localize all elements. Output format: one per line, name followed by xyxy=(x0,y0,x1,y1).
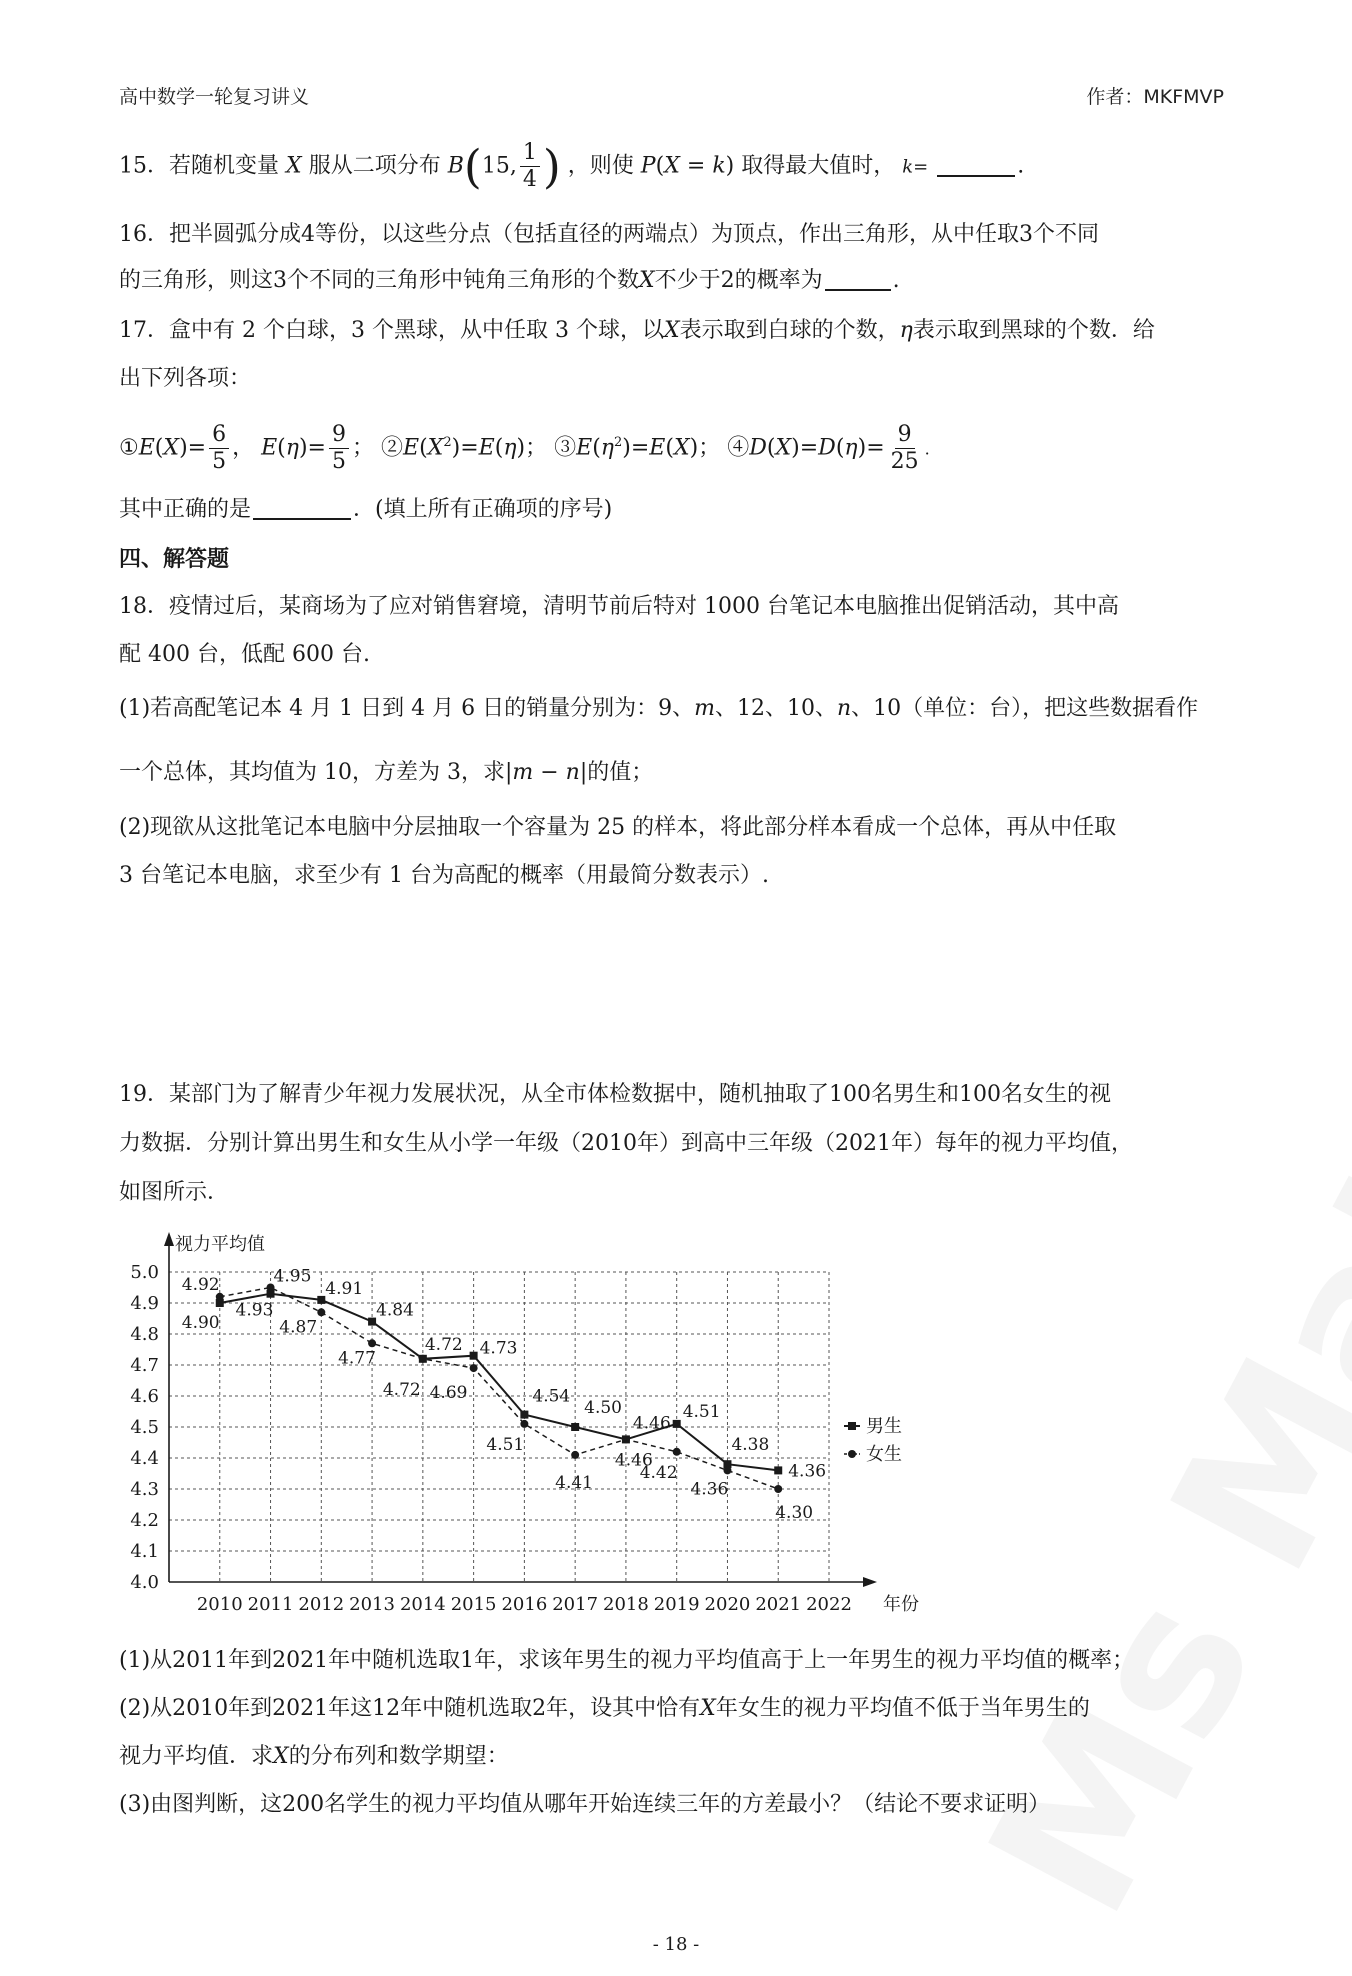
data-label-female: 4.87 xyxy=(279,1317,318,1338)
x-axis-label: 年份 xyxy=(883,1594,919,1615)
x-tick-label: 2022 xyxy=(806,1594,852,1615)
x-tick-label: 2021 xyxy=(755,1594,802,1615)
y-tick-label: 4.0 xyxy=(130,1572,159,1593)
question-18-part1-line2: 一个总体，其均值为 10，方差为 3，求|m − n|的值； xyxy=(119,760,654,785)
question-17-line1: 17．盒中有 2 个白球，3 个黑球，从中任取 3 个球，以X表示取到白球的个数，η表示取到黑球的个数．给 xyxy=(119,318,1155,343)
point-female xyxy=(622,1435,630,1443)
y-tick-label: 4.8 xyxy=(130,1324,159,1345)
x-tick-label: 2015 xyxy=(450,1594,497,1615)
data-label-female: 4.92 xyxy=(181,1274,220,1295)
point-female xyxy=(368,1339,376,1347)
y-axis-arrow xyxy=(164,1232,174,1246)
answer-blank-16 xyxy=(825,265,891,291)
point-male xyxy=(571,1423,579,1431)
x-tick-label: 2013 xyxy=(349,1594,395,1615)
point-female xyxy=(470,1364,478,1372)
question-19-line1: 19．某部门为了解青少年视力发展状况，从全市体检数据中，随机抽取了100名男生和100名女生的视 xyxy=(119,1082,1111,1107)
point-male xyxy=(470,1352,478,1360)
data-label-male: 4.90 xyxy=(181,1313,220,1333)
point-female xyxy=(520,1420,528,1428)
point-male xyxy=(368,1318,376,1326)
data-label-female: 4.69 xyxy=(429,1383,468,1404)
x-tick-label: 2019 xyxy=(653,1594,700,1615)
x-tick-label: 2010 xyxy=(196,1594,243,1615)
data-label-male: 4.93 xyxy=(235,1300,274,1321)
y-axis-label: 视力平均值 xyxy=(175,1234,265,1255)
y-tick-label: 4.5 xyxy=(130,1417,159,1438)
question-16-line1: 16．把半圆弧分成4等份，以这些分点（包括直径的两端点）为顶点，作出三角形，从中任取3个不同 xyxy=(119,222,1099,247)
question-18-part2-line2: 3 台笔记本电脑，求至少有 1 台为高配的概率（用最简分数表示）. xyxy=(119,863,769,888)
data-label-male: 4.91 xyxy=(325,1278,364,1299)
point-female xyxy=(419,1355,427,1363)
data-label-male: 4.54 xyxy=(532,1386,571,1407)
data-label-male: 4.84 xyxy=(376,1300,414,1321)
point-female xyxy=(571,1451,579,1459)
y-tick-label: 4.1 xyxy=(130,1541,159,1562)
section-title: 四、解答题 xyxy=(119,547,230,572)
question-19-line2: 力数据．分别计算出男生和女生从小学一年级（2010年）到高中三年级（2021年）每年的视力平均值， xyxy=(119,1131,1133,1156)
question-18-line2: 配 400 台，低配 600 台. xyxy=(119,642,370,667)
data-label-female: 4.51 xyxy=(486,1434,525,1455)
x-tick-label: 2017 xyxy=(552,1594,599,1615)
x-tick-label: 2016 xyxy=(501,1594,548,1615)
vision-chart xyxy=(119,1232,949,1632)
data-label-male: 4.46 xyxy=(632,1413,671,1434)
data-label-male: 4.72 xyxy=(424,1334,463,1355)
data-label-female: 4.42 xyxy=(639,1462,678,1483)
data-label-male: 4.36 xyxy=(788,1461,827,1482)
question-17-options: ①E(X)= $\frac{6}{5}$ ， E(η)= $\frac{9}{5}$ ； $②E(X^2)=E(\eta)$； $③E(\eta^2)=E(X)$； ④D(X)=D(η)= $\frac{9}{25}$ . xyxy=(119,421,930,474)
data-label-male: 4.38 xyxy=(731,1435,770,1456)
vision-chart-svg xyxy=(119,1232,949,1632)
point-male xyxy=(774,1466,782,1474)
y-tick-label: 4.2 xyxy=(130,1510,159,1531)
legend-marker-male xyxy=(848,1422,856,1430)
y-tick-label: 4.4 xyxy=(130,1448,159,1469)
x-axis-arrow xyxy=(863,1577,877,1587)
page-number: - 18 - xyxy=(652,1934,700,1955)
data-label-female: 4.46 xyxy=(614,1450,653,1471)
point-female xyxy=(774,1485,782,1493)
legend-label-female: 女生 xyxy=(866,1444,902,1465)
y-tick-label: 4.7 xyxy=(130,1355,159,1376)
point-female xyxy=(723,1466,731,1474)
question-19-part3: (3)由图判断，这200名学生的视力平均值从哪年开始连续三年的方差最小？（结论不要求证明） xyxy=(119,1792,1051,1817)
data-label-female: 4.30 xyxy=(775,1503,814,1523)
question-18-part1-line1: (1)若高配笔记本 4 月 1 日到 4 月 6 日的销量分别为：9、m、12、10、n、10（单位：台），把这些数据看作 xyxy=(119,696,1199,721)
data-label-female: 4.41 xyxy=(555,1472,594,1493)
answer-blank-15 xyxy=(937,151,1015,177)
legend-label-male: 男生 xyxy=(866,1416,902,1437)
data-label-female: 4.36 xyxy=(690,1479,729,1500)
data-label-male: 4.51 xyxy=(682,1401,721,1422)
answer-blank-17 xyxy=(253,494,351,520)
question-15: 15．若随机变量 X 服从二项分布 B(15, $\frac{1}{4}$ ) ，则使 P(X = k) 取得最大值时， k= . xyxy=(119,139,1025,194)
question-17-line2: 出下列各项： xyxy=(119,366,252,391)
question-19-line3: 如图所示． xyxy=(119,1180,230,1205)
data-label-female: 4.72 xyxy=(382,1379,421,1400)
data-label-female: 4.77 xyxy=(338,1348,376,1369)
x-tick-label: 2020 xyxy=(704,1594,751,1615)
question-19-part2-line2: 视力平均值．求X的分布列和数学期望： xyxy=(119,1744,509,1769)
y-tick-label: 5.0 xyxy=(130,1262,159,1283)
point-male xyxy=(520,1411,528,1419)
point-male xyxy=(673,1420,681,1428)
x-tick-label: 2014 xyxy=(399,1594,446,1615)
y-tick-label: 4.3 xyxy=(130,1479,159,1500)
y-tick-label: 4.9 xyxy=(130,1293,159,1314)
x-tick-label: 2011 xyxy=(247,1594,294,1615)
point-female xyxy=(673,1448,681,1456)
header-right: 作者：MKFMVP xyxy=(1086,86,1224,108)
point-male xyxy=(317,1296,325,1304)
data-label-female: 4.95 xyxy=(273,1266,312,1287)
question-17-line4: 其中正确的是 ．(填上所有正确项的序号) xyxy=(119,494,612,525)
legend-marker-female xyxy=(848,1450,856,1458)
header-left: 高中数学一轮复习讲义 xyxy=(119,86,310,108)
data-label-male: 4.73 xyxy=(479,1338,518,1359)
question-19-part1: (1)从2011年到2021年中随机选取1年，求该年男生的视力平均值高于上一年男生的视力平均值的概率； xyxy=(119,1648,1135,1673)
y-tick-label: 4.6 xyxy=(130,1386,159,1407)
question-18-line1: 18．疫情过后，某商场为了应对销售窘境，清明节前后特对 1000 台笔记本电脑推出促销活动，其中高 xyxy=(119,594,1119,619)
data-label-male: 4.50 xyxy=(584,1398,623,1418)
question-16-line2: 的三角形，则这3个不同的三角形中钝角三角形的个数X不少于2的概率为 . xyxy=(119,265,900,296)
x-tick-label: 2018 xyxy=(603,1594,649,1615)
point-female xyxy=(317,1308,325,1316)
x-tick-label: 2012 xyxy=(298,1594,345,1615)
question-18-part2-line1: (2)现欲从这批笔记本电脑中分层抽取一个容量为 25 的样本，将此部分样本看成一个总体，再从中任取 xyxy=(119,815,1117,840)
question-19-part2-line1: (2)从2010年到2021年这12年中随机选取2年，设其中恰有X年女生的视力平均值不低于当年男生的 xyxy=(119,1696,1090,1721)
